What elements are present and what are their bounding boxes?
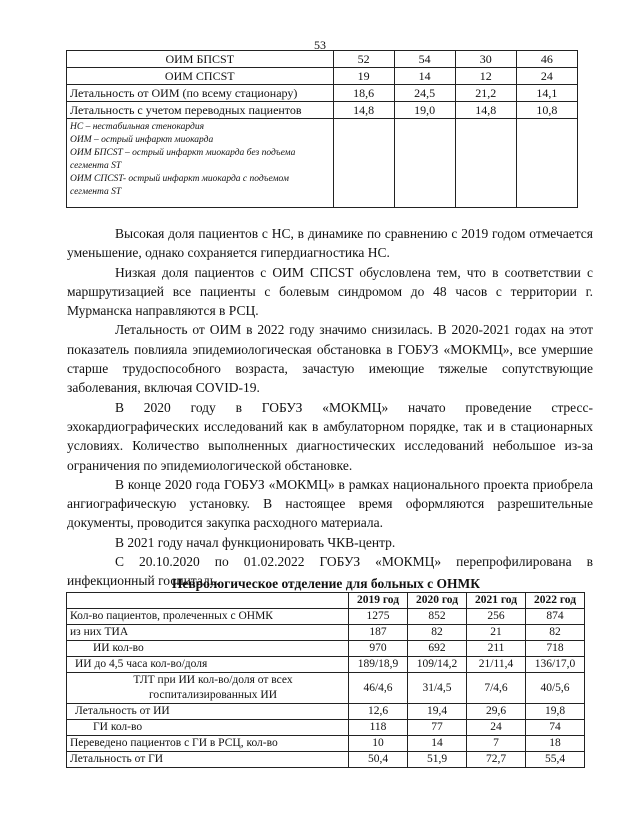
table-cell: 52 [333, 51, 394, 68]
table-cell: 1275 [349, 609, 408, 625]
table-row [67, 102, 578, 119]
table-cell: 19,0 [394, 102, 455, 119]
table-row [67, 736, 585, 752]
myocardial-infarction-table [66, 50, 578, 208]
table-cell: 82 [526, 625, 585, 641]
row-label: ИИ кол-во [67, 641, 349, 657]
table-cell: 187 [349, 625, 408, 641]
table-cell: 46 [516, 51, 577, 68]
table-cell: 7/4,6 [467, 673, 526, 704]
table-cell: 21,2 [455, 85, 516, 102]
table-cell: 10,8 [516, 102, 577, 119]
row-label: ГИ кол-во [67, 720, 349, 736]
legend-item: ОИМ – острый инфаркт миокарда [70, 135, 214, 145]
table-cell: 21 [467, 625, 526, 641]
row-label: Летальность от ИИ [67, 704, 349, 720]
paragraph: В 2020 году в ГОБУЗ «МОКМЦ» начато проведение стресс-эхокардиографических исследований как в амбулаторном порядке, так и в стационарных условиях. Количество выполненных диагностических исследований небольшое из-за ограничения по эпидемиологической обстановке. [67, 399, 593, 473]
table-cell: 51,9 [408, 752, 467, 768]
table-cell: 24 [516, 68, 577, 85]
table-cell: 82 [408, 625, 467, 641]
table-cell: 874 [526, 609, 585, 625]
table-cell: 30 [455, 51, 516, 68]
legend-item: ОИМ БПСST – острый инфаркт миокарда без подъема сегмента ST [70, 148, 296, 171]
table-row [67, 609, 585, 625]
paragraph: В конце 2020 года ГОБУЗ «МОКМЦ» в рамках национального проекта приобрела ангиографическую установку. В настоящее время оформляются разрешительные документы, проводится закупка расходного материала. [67, 476, 593, 531]
empty-cell [394, 119, 455, 208]
table-cell: 12,6 [349, 704, 408, 720]
page-number: 53 [314, 38, 326, 52]
row-label: Переведено пациентов с ГИ в РСЦ, кол-во [67, 736, 349, 752]
table-cell: 29,6 [467, 704, 526, 720]
table-cell: 256 [467, 609, 526, 625]
row-label: Летальность с учетом переводных пациентов [67, 102, 334, 119]
table-row [67, 657, 585, 673]
legend-row [67, 119, 578, 208]
table-cell: 14 [408, 736, 467, 752]
table-cell: 718 [526, 641, 585, 657]
body-text [67, 224, 593, 591]
table-cell: 74 [526, 720, 585, 736]
table-cell: 19 [333, 68, 394, 85]
column-header: 2020 год [408, 593, 467, 609]
table-cell: 21/11,4 [467, 657, 526, 673]
legend-item: НС – нестабильная стенокардия [70, 122, 205, 132]
table-row [67, 704, 585, 720]
table-row [67, 752, 585, 768]
table-cell: 77 [408, 720, 467, 736]
paragraph: С 20.10.2020 по 01.02.2022 ГОБУЗ «МОКМЦ» перепрофилирована в инфекционный госпиталь. [67, 554, 593, 589]
paragraph: Летальность от ОИМ в 2022 году значимо снизилась. В 2020-2021 годах на этот показатель повлияла эпидемиологическая обстановка в ГОБУЗ «МОКМЦ», все умершие старше трудоспособного возраста, зачастую имеющие тяжелые сопутствующие заболевания, включая COVID-19. [67, 322, 593, 396]
table-cell: 18,6 [333, 85, 394, 102]
table-cell: 40/5,6 [526, 673, 585, 704]
table-cell: 189/18,9 [349, 657, 408, 673]
stroke-department-table [66, 592, 585, 768]
empty-cell [333, 119, 394, 208]
table-cell: 970 [349, 641, 408, 657]
table-cell: 211 [467, 641, 526, 657]
table-cell: 19,4 [408, 704, 467, 720]
row-label: Кол-во пациентов, пролеченных с ОНМК [67, 609, 349, 625]
abbreviation-legend [67, 119, 334, 208]
table-cell: 24,5 [394, 85, 455, 102]
row-label: из них ТИА [67, 625, 349, 641]
table-cell: 14 [394, 68, 455, 85]
table-cell: 7 [467, 736, 526, 752]
row-label: Летальность от ГИ [67, 752, 349, 768]
table-cell: 12 [455, 68, 516, 85]
table-row [67, 720, 585, 736]
table-cell: 50,4 [349, 752, 408, 768]
table-cell: 31/4,5 [408, 673, 467, 704]
table-cell: 55,4 [526, 752, 585, 768]
table-cell: 18 [526, 736, 585, 752]
header-row [67, 593, 585, 609]
table-title: Неврологическое отделение для больных с ОНМК [171, 576, 481, 591]
row-label: ОИМ БПСST [67, 51, 334, 68]
row-label: ТЛТ при ИИ кол-во/доля от всех госпитализированных ИИ [67, 673, 349, 704]
table-cell: 10 [349, 736, 408, 752]
paragraph: Низкая доля пациентов с ОИМ СПСST обусловлена тем, что в соответствии с маршрутизацией все пациенты с болевым синдромом до 48 часов с территории г. Мурманска направляются в РСЦ. [67, 264, 593, 319]
table-cell: 24 [467, 720, 526, 736]
table-row [67, 68, 578, 85]
row-label: Летальность от ОИМ (по всему стационару) [67, 85, 334, 102]
empty-cell [516, 119, 577, 208]
row-label: ОИМ СПСST [67, 68, 334, 85]
table-cell: 136/17,0 [526, 657, 585, 673]
table-row [67, 625, 585, 641]
table-cell: 46/4,6 [349, 673, 408, 704]
paragraph: В 2021 году начал функционировать ЧКВ-центр. [115, 534, 396, 550]
empty-cell [455, 119, 516, 208]
table-cell: 19,8 [526, 704, 585, 720]
table-cell: 692 [408, 641, 467, 657]
row-label: ИИ до 4,5 часа кол-во/доля [67, 657, 349, 673]
table-cell: 72,7 [467, 752, 526, 768]
paragraph: Высокая доля пациентов с НС, в динамике по сравнению с 2019 годом отмечается уменьшение, однако сохраняется гипердиагностика НС. [67, 226, 593, 261]
column-header: 2022 год [526, 593, 585, 609]
table-cell: 54 [394, 51, 455, 68]
table-cell: 14,1 [516, 85, 577, 102]
column-header: 2021 год [467, 593, 526, 609]
table-row [67, 673, 585, 704]
legend-item: ОИМ СПСST- острый инфаркт миокарда с подъемом сегмента ST [70, 174, 289, 197]
table-cell: 14,8 [333, 102, 394, 119]
table-row [67, 51, 578, 68]
table-cell: 14,8 [455, 102, 516, 119]
table-row [67, 641, 585, 657]
header-empty-cell [67, 593, 349, 609]
column-header: 2019 год [349, 593, 408, 609]
table-cell: 118 [349, 720, 408, 736]
table-cell: 109/14,2 [408, 657, 467, 673]
table-cell: 852 [408, 609, 467, 625]
table-row [67, 85, 578, 102]
